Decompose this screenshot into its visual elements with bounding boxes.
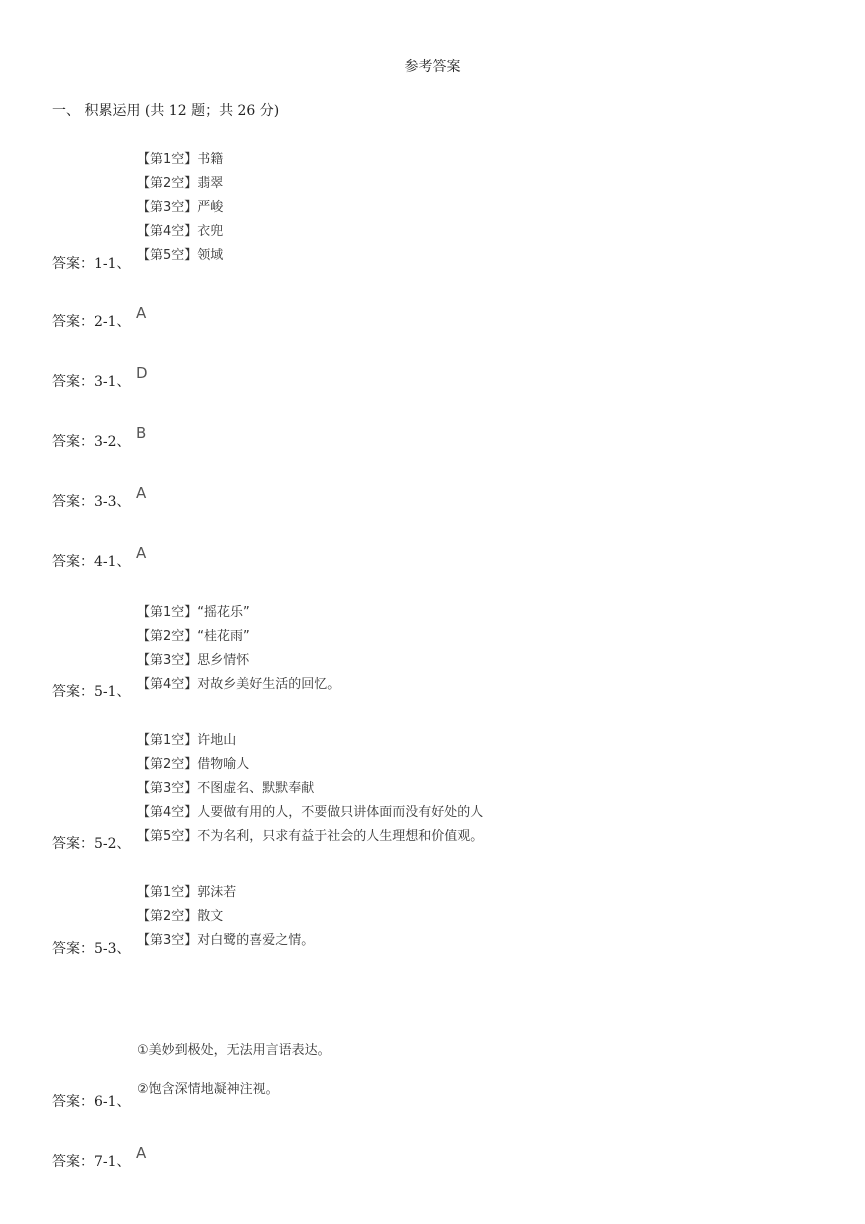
answer-5-1-lines [137, 601, 340, 697]
answer-label-5-1: 答案：5-1、 [52, 684, 131, 700]
blank-line: 【第3空】思乡情怀 [137, 653, 250, 668]
answer-value-7-1: A [136, 1144, 147, 1162]
page-title: 参考答案 [404, 59, 461, 75]
answer-value-3-3: A [136, 484, 147, 502]
answer-label-4-1: 答案：4-1、 [52, 554, 131, 570]
blank-line: 【第3空】严峻 [137, 200, 224, 215]
answer-1-1-lines [137, 148, 223, 268]
answer-value-3-2: B [136, 424, 147, 442]
answer-label-5-2: 答案：5-2、 [52, 836, 131, 852]
blank-line: 【第5空】领域 [137, 248, 224, 263]
blank-line: 【第4空】衣兜 [137, 224, 224, 239]
blank-line: 【第2空】“桂花雨” [137, 629, 250, 644]
answer-label-1-1: 答案：1-1、 [52, 256, 131, 272]
blank-line: 【第1空】书籍 [137, 152, 224, 167]
blank-line: 【第1空】许地山 [137, 733, 237, 748]
answer-label-5-3: 答案：5-3、 [52, 941, 131, 957]
section-heading: 一、 积累运用 (共 12 题；共 26 分) [52, 103, 280, 119]
blank-line: 【第4空】人要做有用的人，不要做只讲体面而没有好处的人 [137, 805, 484, 820]
blank-line: 【第1空】“摇花乐” [137, 605, 250, 620]
blank-line: 【第2空】散文 [137, 909, 224, 924]
answer-label-6-1: 答案：6-1、 [52, 1094, 131, 1110]
answer-line: ②饱含深情地凝神注视。 [137, 1082, 279, 1097]
answer-5-2-lines [137, 729, 483, 849]
answer-value-4-1: A [136, 544, 147, 562]
answer-value-3-1: D [136, 364, 148, 382]
blank-line: 【第1空】郭沫若 [137, 885, 237, 900]
answer-6-1-lines [137, 1039, 331, 1102]
answer-label-3-2: 答案：3-2、 [52, 434, 131, 450]
blank-line: 【第3空】对白鹭的喜爱之情。 [137, 933, 315, 948]
blank-line: 【第3空】不图虚名、默默奉献 [137, 781, 315, 796]
blank-line: 【第4空】对故乡美好生活的回忆。 [137, 677, 341, 692]
answer-label-3-1: 答案：3-1、 [52, 374, 131, 390]
blank-line: 【第2空】翡翠 [137, 176, 224, 191]
answer-line: ①美妙到极处，无法用言语表达。 [137, 1043, 331, 1058]
blank-line: 【第2空】借物喻人 [137, 757, 250, 772]
answer-label-2-1: 答案：2-1、 [52, 314, 131, 330]
answer-label-3-3: 答案：3-3、 [52, 494, 131, 510]
answer-value-2-1: A [136, 304, 147, 322]
answer-5-3-lines [137, 881, 314, 953]
blank-line: 【第5空】不为名利，只求有益于社会的人生理想和价值观。 [137, 829, 484, 844]
answer-label-7-1: 答案：7-1、 [52, 1154, 131, 1170]
